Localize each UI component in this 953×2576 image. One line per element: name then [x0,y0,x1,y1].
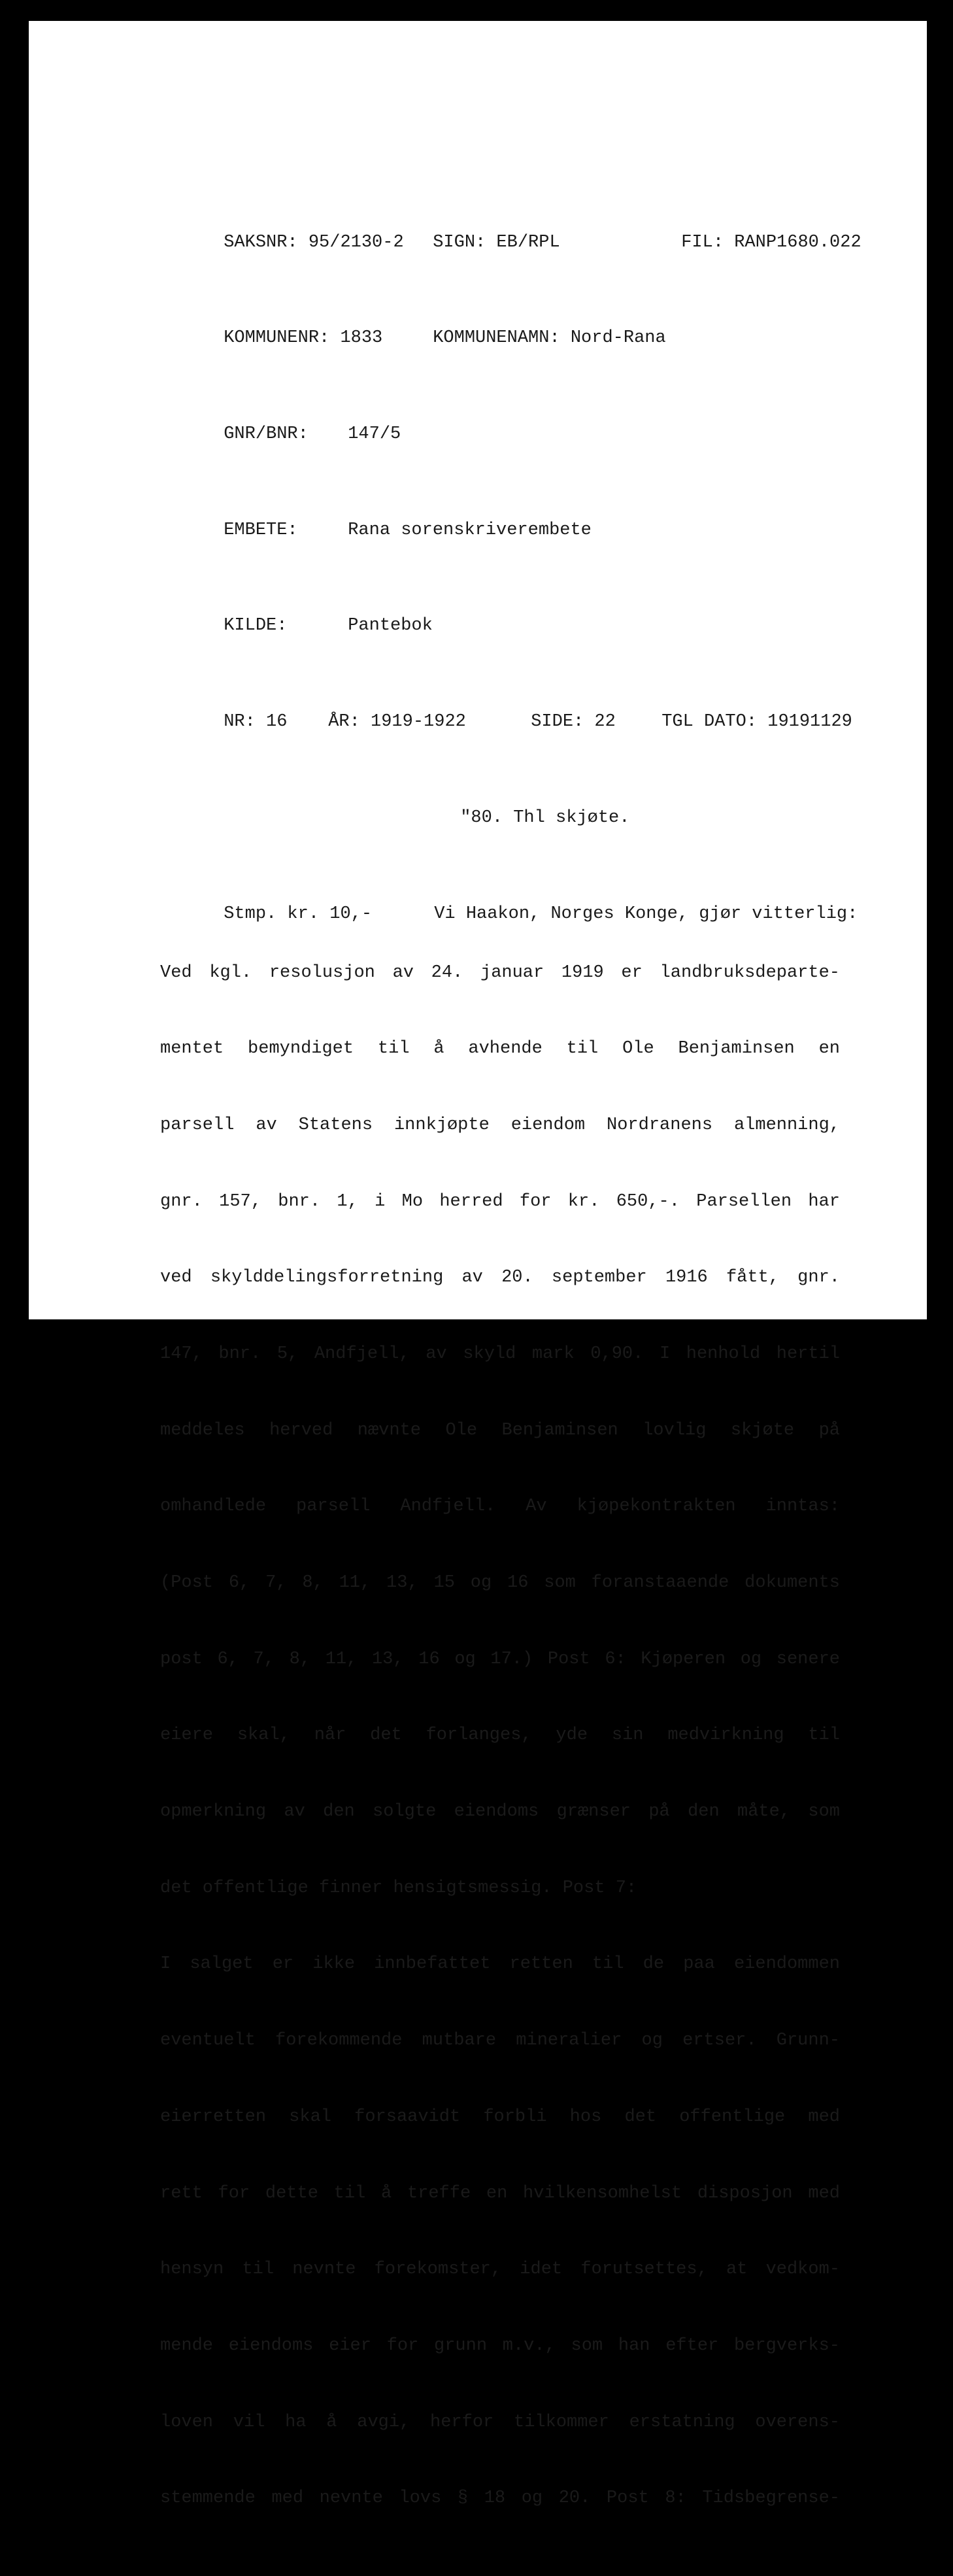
body-line: post 6, 7, 8, 11, 13, 16 og 17.) Post 6: Kjøperen og senere [160,1649,840,1669]
body-line: meddeles herved nævnte Ole Benjaminsen lovlig skjøte på [160,1420,840,1440]
document-title-row [160,762,840,828]
side: SIDE: 22 [531,712,616,732]
header-row-kilde [160,571,840,636]
kommunenamn: KOMMUNENAMN: Nord-Rana [433,328,666,348]
body-line: rett for dette til å treffe en hvilkensomhelst disposjon med [160,2183,840,2203]
kilde-label: KILDE: [224,616,288,636]
body-line: opmerkning av den solgte eiendoms grænser på den måte, som [160,1802,840,1822]
header-row-kommune [160,283,840,348]
body-line: eiere skal, når det forlanges, yde sin medvirkning til [160,1725,840,1746]
body-line: gnr. 157, bnr. 1, i Mo herred for kr. 650,-. Parsellen har [160,1191,840,1212]
header-row-nr [160,666,852,732]
body-line: mende eiendoms eier for grunn m.v., som han efter bergverks- [160,2335,840,2356]
body-line: hensyn til nevnte forekomster, idet forutsettes, at vedkom- [160,2260,840,2280]
gnr-label: GNR/BNR: [224,424,309,445]
body-line: loven vil ha å avgi, herfor tilkommer erstatning overens- [160,2412,840,2432]
document-text [160,128,861,2576]
body-line: 147, bnr. 5, Andfjell, av skyld mark 0,90. I henhold hertil [160,1344,840,1364]
body-line: mentet bemyndiget til å avhende til Ole Benjaminsen en [160,1039,840,1059]
header-row-embete [160,475,840,540]
header-row-gnr [160,379,840,445]
sign: SIGN: EB/RPL [433,232,560,252]
body-line: parsell av Statens innkjøpte eiendom Nordranens almenning, [160,1115,840,1135]
body-line: omhandlede parsell Andfjell. Av kjøpekontrakten inntas: [160,1497,840,1517]
kommunenr: KOMMUNENR: 1833 [224,328,383,348]
document-page [29,21,927,2509]
body-line: eventuelt forekommende mutbare mineralier og ertser. Grunn- [160,2031,840,2051]
body-line: (Post 6, 7, 8, 11, 13, 15 og 16 som foranstaaende dokuments [160,1573,840,1593]
body-line: ved skylddelingsforretning av 20. september 1916 fått, gnr. [160,1268,840,1288]
body-line: eierretten skal forsaavidt forbli hos det offentlige med [160,2107,840,2127]
nr: NR: 16 [224,712,288,732]
stamp: Stmp. kr. 10,- [224,904,373,924]
body-line: det offentlige finner hensigtsmessig. Post 7: [160,1878,637,1898]
ar: ÅR: 1919-1922 [328,712,466,732]
header-row-saksnr [160,187,861,252]
body-line: I salget er ikke innbefattet retten til de paa eiendommen [160,1954,840,1974]
stamp-row [160,858,858,924]
embete-value: Rana sorenskriverembete [348,520,592,540]
document-title: "80. Thl skjøte. [460,807,630,828]
gnr-value: 147/5 [348,424,401,445]
body-line: Ved kgl. resolusjon av 24. januar 1919 er landbruksdeparte- [160,962,840,983]
body-line: stemmende med nevnte lovs § 18 og 20. Post 8: Tidsbegrense- [160,2488,840,2509]
kilde-value: Pantebok [348,616,433,636]
embete-label: EMBETE: [224,520,298,540]
fil: FIL: RANP1680.022 [681,232,861,252]
body-line: Vi Haakon, Norges Konge, gjør vitterlig: [434,904,858,924]
tgl-dato: TGL DATO: 19191129 [661,712,852,732]
saksnr: SAKSNR: 95/2130-2 [224,232,404,252]
